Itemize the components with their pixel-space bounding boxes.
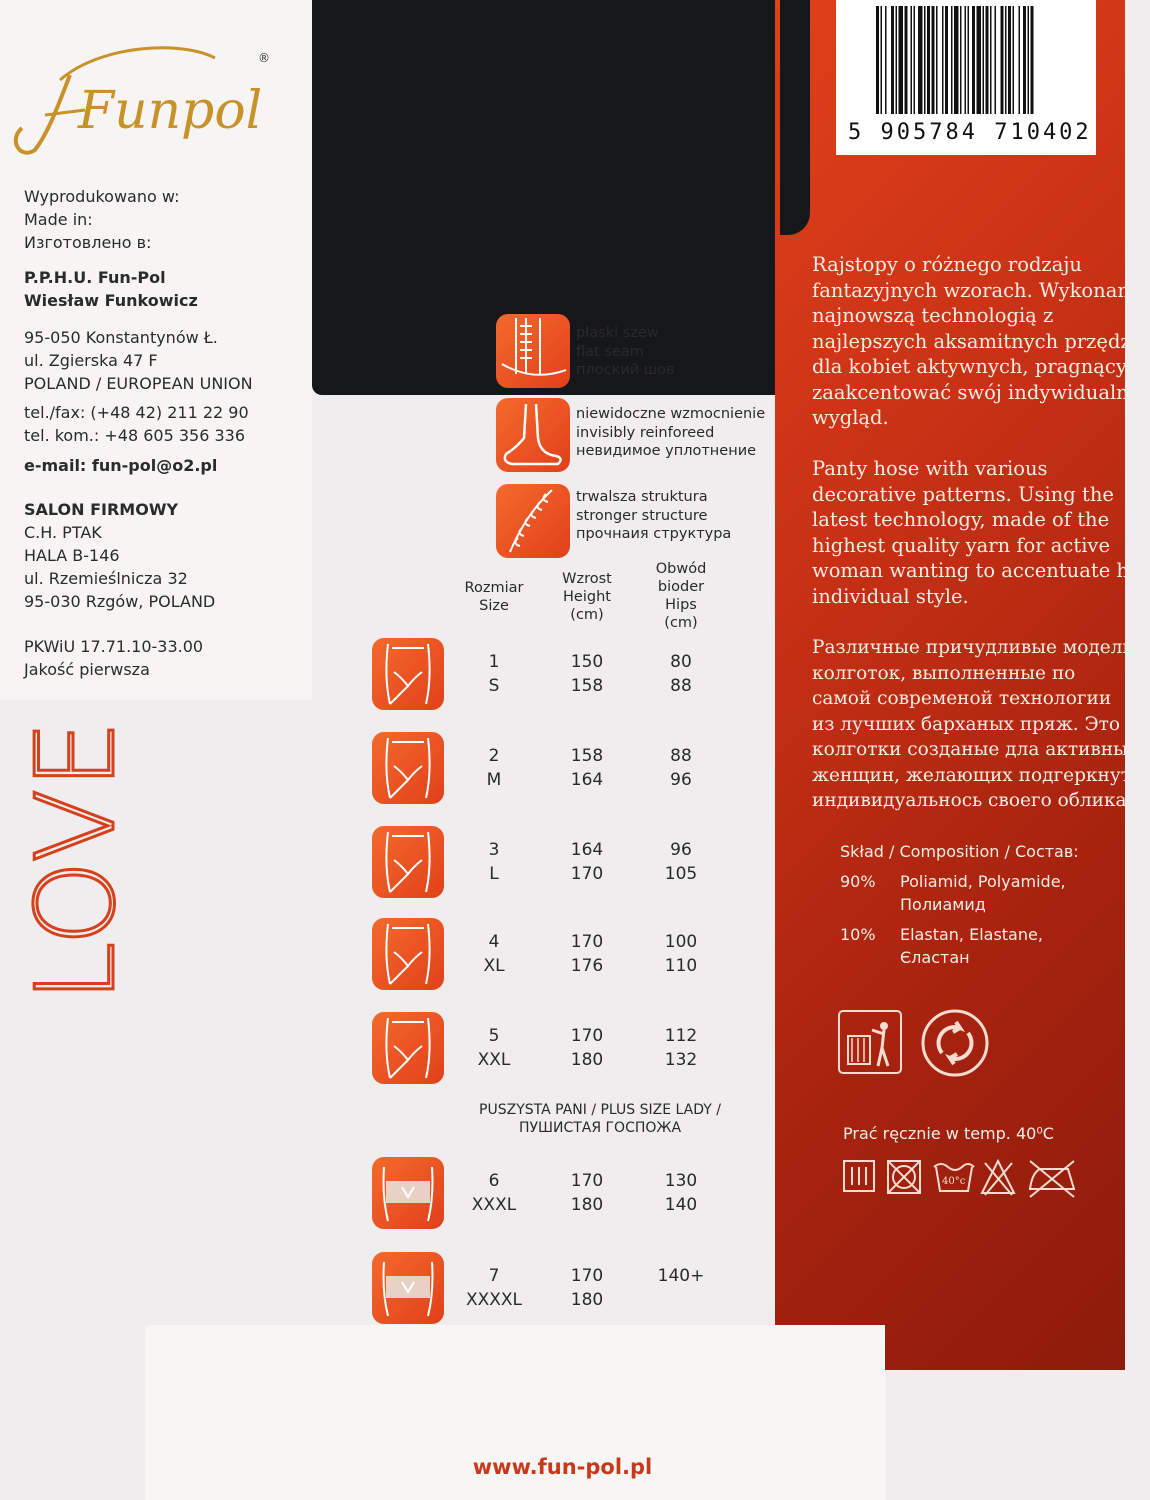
- desc-line: самой современой технологии: [812, 688, 1112, 709]
- company-line: Wiesław Funkowicz: [24, 291, 198, 310]
- height-cell-line: 170: [570, 1026, 604, 1046]
- address-line: 95-050 Konstantynów Ł.: [24, 328, 218, 347]
- hips-cell-line: 140+: [657, 1266, 705, 1286]
- funpol-logo: [0, 20, 300, 170]
- hips-cell: [641, 1169, 721, 1217]
- feature-line: невидимое уплотнение: [576, 443, 757, 459]
- height-cell: [547, 744, 627, 792]
- made-in-line: Изготовлено в:: [24, 233, 152, 252]
- hips-cell-line: 80: [670, 652, 692, 672]
- hips-cell-line: 88: [670, 676, 692, 696]
- size-cell-line: XXL: [477, 1050, 511, 1070]
- description-ru: [812, 635, 1141, 814]
- material-line: Elastan, Elastane,: [900, 925, 1043, 944]
- product-name: LOVE: [14, 720, 139, 1002]
- height-cell-line: 180: [570, 1050, 604, 1070]
- hips-cell: [641, 1024, 721, 1072]
- desc-line: latest technology, made of the: [812, 508, 1110, 531]
- barcode-number: 5 905784 710402: [848, 120, 1092, 145]
- desc-line: zaakcentować swój indywidualny: [812, 380, 1140, 404]
- flat-seam-icon: [496, 314, 570, 388]
- header-line: Height: [563, 589, 611, 605]
- product-name-svg: [14, 720, 139, 1010]
- salon-block: [24, 498, 215, 613]
- hips-cell-line: 112: [664, 1026, 698, 1046]
- size-cell-line: 4: [488, 932, 500, 952]
- desc-line: индивидуальнось своего облика.: [812, 790, 1133, 811]
- size-cell: [454, 650, 534, 698]
- size-cell-line: 7: [488, 1266, 500, 1286]
- material-line: Полиамид: [900, 895, 986, 914]
- hips-cell-line: 96: [670, 840, 692, 860]
- composition-material: [900, 923, 1043, 969]
- company-line: P.P.H.U. Fun-Pol: [24, 268, 166, 287]
- made-in-line: Wyprodukowano w:: [24, 187, 180, 206]
- height-cell-line: 164: [570, 770, 604, 790]
- height-cell-line: 170: [570, 1171, 604, 1191]
- feature-line: прочнаия структура: [576, 526, 732, 542]
- structure-icon: [496, 484, 570, 558]
- composition-pct: 90%: [840, 872, 876, 891]
- desc-line: колготок, выполненные по: [812, 662, 1076, 684]
- hips-cell-line: 100: [664, 932, 698, 952]
- desc-line: из лучших барханых пряж. Это: [812, 713, 1121, 735]
- size-cell: [454, 1264, 534, 1312]
- classification-block: [24, 635, 203, 681]
- no-iron-icon: [1030, 1161, 1074, 1197]
- size-silhouette-icon: [372, 732, 444, 804]
- size-cell-line: XXXL: [471, 1195, 517, 1215]
- company-phones: [24, 401, 249, 447]
- company-email: e-mail: fun-pol@o2.pl: [24, 456, 218, 475]
- phone-line: tel. kom.: +48 605 356 336: [24, 426, 246, 445]
- feature-line: плоский шов: [576, 362, 675, 378]
- feature-reinforced-text: [576, 405, 765, 461]
- desc-line: колготки созданые дла активных: [812, 739, 1139, 760]
- phone-line: tel./fax: (+48 42) 211 22 90: [24, 403, 249, 422]
- feature-line: płaski szew: [576, 325, 659, 341]
- size-cell-line: S: [488, 676, 500, 696]
- size-silhouette-icon: [372, 1252, 444, 1324]
- feature-line: invisibly reinforeed: [576, 424, 715, 441]
- salon-title: SALON FIRMOWY: [24, 500, 179, 519]
- salon-line: ul. Rzemieślnicza 32: [24, 569, 188, 588]
- trash-bin-icon: [838, 1010, 902, 1074]
- header-line: Size: [479, 598, 509, 614]
- size-cell: [454, 744, 534, 792]
- made-in-line: Made in:: [24, 210, 93, 229]
- desc-line: Rajstopy o różnego rodzaju: [812, 253, 1082, 276]
- desc-line: highest quality yarn for active: [812, 533, 1110, 557]
- desc-line: individual style.: [812, 584, 969, 608]
- size-silhouette-icon: [372, 638, 444, 710]
- no-tumble-dry-icon: [888, 1161, 920, 1193]
- hips-cell-line: 132: [664, 1050, 698, 1070]
- address-line: ul. Zgierska 47 F: [24, 351, 158, 370]
- recycle-icon: [920, 1008, 990, 1078]
- header-line: bioder: [657, 579, 705, 595]
- header-size: [454, 579, 534, 615]
- care-symbols: [840, 1155, 1080, 1200]
- desc-line: Различные причудливые модели: [812, 637, 1135, 658]
- size-silhouette-icon: [372, 1157, 444, 1229]
- size-cell: [454, 1169, 534, 1217]
- foot-reinforced-icon: [496, 398, 570, 472]
- size-silhouette-icon: [372, 826, 444, 898]
- height-cell: [547, 1024, 627, 1072]
- pkwiu-code: PKWiU 17.71.10-33.00: [24, 637, 204, 656]
- height-cell-line: 176: [570, 956, 604, 976]
- hips-cell: [641, 838, 721, 886]
- description-pl: [812, 252, 1150, 431]
- hips-cell-line: 105: [664, 864, 698, 884]
- plus-title-line: PUSZYSTA PANI / PLUS SIZE LADY /: [479, 1102, 721, 1118]
- height-cell-line: 158: [570, 676, 604, 696]
- hips-cell-line: 88: [670, 746, 692, 766]
- height-cell-line: 180: [570, 1195, 604, 1215]
- logo-text: Funpol: [78, 81, 263, 141]
- hips-cell: [641, 650, 721, 698]
- size-cell: [454, 1024, 534, 1072]
- website-link[interactable]: www.fun-pol.pl: [472, 1455, 653, 1479]
- height-cell-line: 180: [570, 1290, 604, 1310]
- header-line: Hips: [665, 597, 697, 613]
- header-line: (cm): [570, 607, 604, 623]
- composition-title: Skład / Composition / Состав:: [840, 842, 1079, 861]
- desc-line: decorative patterns. Using the: [812, 482, 1114, 506]
- material-line: Єластан: [900, 948, 970, 967]
- feature-line: flat seam: [576, 343, 644, 360]
- desc-line: wygląd.: [812, 406, 889, 429]
- size-silhouette-icon: [372, 918, 444, 990]
- desc-line: woman wanting to accentuate her: [812, 559, 1150, 582]
- height-cell: [547, 1264, 627, 1312]
- feature-flat-seam-text: [576, 324, 675, 380]
- salon-line: C.H. PTAK: [24, 523, 102, 542]
- description-en: [812, 456, 1150, 609]
- height-cell-line: 170: [570, 864, 604, 884]
- height-cell: [547, 650, 627, 698]
- header-line: Rozmiar: [464, 580, 524, 596]
- size-silhouette-icon: [372, 1012, 444, 1084]
- header-line: (cm): [664, 615, 698, 631]
- made-in-block: [24, 185, 179, 254]
- size-cell-line: 5: [488, 1026, 500, 1046]
- height-cell-line: 158: [570, 746, 604, 766]
- header-hips: [641, 560, 721, 632]
- height-cell: [547, 838, 627, 886]
- plus-title-line: ПУШИСТАЯ ГОСПОЖА: [518, 1120, 682, 1136]
- feature-line: trwalsza struktura: [576, 489, 708, 505]
- hips-cell: [641, 744, 721, 792]
- header-line: Obwód: [655, 561, 707, 577]
- no-bleach-icon: [982, 1161, 1014, 1195]
- size-cell: [454, 838, 534, 886]
- size-cell-line: L: [489, 864, 499, 884]
- size-cell: [454, 930, 534, 978]
- material-line: Poliamid, Polyamide,: [900, 872, 1066, 891]
- height-cell-line: 170: [570, 932, 604, 952]
- wash-temp-label: 40°c: [942, 1176, 966, 1187]
- header-height: [547, 570, 627, 624]
- size-cell-line: 3: [488, 840, 500, 860]
- salon-line: HALA B-146: [24, 546, 120, 565]
- desc-line: женщин, желающих подгеркнуть: [812, 764, 1142, 786]
- size-cell-line: XXXXL: [465, 1290, 523, 1310]
- desc-line: najnowszą technologią z: [812, 304, 1054, 327]
- drip-dry-icon: [844, 1161, 874, 1191]
- registered-mark: ®: [258, 51, 270, 65]
- feature-line: stronger structure: [576, 507, 708, 524]
- height-cell-line: 170: [570, 1266, 604, 1286]
- composition-material: [900, 870, 1066, 916]
- size-cell-line: M: [486, 770, 502, 790]
- height-cell-line: 164: [570, 840, 604, 860]
- size-cell-line: 2: [488, 746, 500, 766]
- quality-grade: Jakość pierwsza: [24, 660, 150, 679]
- hips-cell: [641, 1264, 721, 1312]
- desc-line: fantazyjnych wzorach. Wykonane: [812, 278, 1142, 302]
- hips-cell-line: [641, 1288, 721, 1312]
- height-cell-line: 150: [570, 652, 604, 672]
- height-cell: [547, 1169, 627, 1217]
- desc-line: najlepszych aksamitnych przędz,: [812, 329, 1137, 353]
- feature-structure-text: [576, 488, 731, 544]
- address-line: POLAND / EUROPEAN UNION: [24, 374, 253, 393]
- composition-pct: 10%: [840, 925, 876, 944]
- hips-cell: [641, 930, 721, 978]
- company-address: [24, 326, 253, 395]
- size-cell-line: 6: [488, 1171, 500, 1191]
- hips-cell-line: 140: [664, 1195, 698, 1215]
- salon-line: 95-030 Rzgów, POLAND: [24, 592, 216, 611]
- hips-cell-line: 96: [670, 770, 692, 790]
- hips-cell-line: 110: [664, 956, 698, 976]
- plus-size-title: [440, 1101, 760, 1137]
- hips-cell-line: 130: [664, 1171, 698, 1191]
- height-cell: [547, 930, 627, 978]
- desc-line: dla kobiet aktywnych, pragnących: [812, 355, 1150, 378]
- company-name: [24, 266, 198, 312]
- stocking-photo-edge: [780, 0, 810, 235]
- size-cell-line: 1: [488, 652, 500, 672]
- size-cell-line: XL: [483, 956, 505, 976]
- header-line: Wzrost: [562, 571, 612, 587]
- care-text: Prać ręcznie w temp. 40⁰C: [843, 1124, 1054, 1143]
- desc-line: Panty hose with various: [812, 457, 1048, 480]
- feature-line: niewidoczne wzmocnienie: [576, 406, 766, 422]
